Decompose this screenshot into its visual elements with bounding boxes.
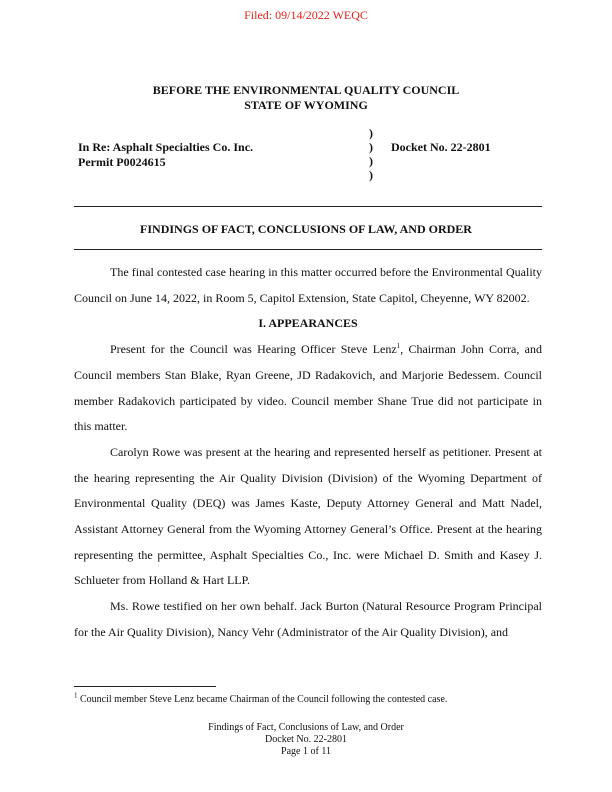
appearances-paragraph-1 <box>74 337 542 440</box>
document-title: FINDINGS OF FACT, CONCLUSIONS OF LAW, AND ORDER <box>140 222 472 236</box>
council-text-end: , Chairman John Corra, and Council members Stan Blake, Ryan Greene, JD Radakovich, and Marjorie Bedessem. Council member Radakovich participated by video. Council member Shane True did not participate in this matter. <box>74 342 542 434</box>
filed-stamp: Filed: 09/14/2022 WEQC <box>244 8 368 22</box>
document-body <box>74 260 542 646</box>
caption-parens <box>369 126 373 182</box>
footer-title: Findings of Fact, Conclusions of Law, and Order <box>208 722 404 733</box>
footnote-number: 1 <box>74 691 78 700</box>
caption-paren: ) <box>369 126 373 140</box>
intro-paragraph: The final contested case hearing in this matter occurred before the Environmental Quality Council on June 14, 2022, in Room 5, Capitol Extension, State Capitol, Cheyenne, WY 82002. <box>74 265 542 305</box>
case-caption <box>78 140 253 170</box>
footer-docket: Docket No. 22-2801 <box>265 734 347 745</box>
caption-paren: ) <box>369 154 373 168</box>
appearances-paragraph-2: Carolyn Rowe was present at the hearing and represented herself as petitioner. Present at the hearing representing the Air Quality Division (Division) of the Wyoming Department of Environmental Quality (DEQ) was James Kaste, Deputy Attorney General and Matt Nadel, Assistant Attorney General from the Wyoming Attorney General’s Office. Present at the hearing representing the permittee, Asphalt Specialties Co., Inc. were Michael D. Smith and Kasey J. Schlueter from Holland & Hart LLP. <box>74 444 542 588</box>
caption-paren: ) <box>369 140 373 154</box>
caption-line1: In Re: Asphalt Specialties Co. Inc. <box>78 140 254 154</box>
court-header-line2: STATE OF WYOMING <box>244 98 368 112</box>
footnote <box>74 691 448 705</box>
footnote-rule <box>74 686 216 687</box>
footnote-text: Council member Steve Lenz became Chairman of the Council following the contested case. <box>77 694 448 705</box>
caption-paren: ) <box>369 168 373 182</box>
section-heading-appearances: I. APPEARANCES <box>258 316 358 331</box>
footnote-ref[interactable]: 1 <box>396 342 401 351</box>
footer-page-number: Page 1 of 11 <box>281 746 331 757</box>
council-text-start: Present for the Council was Hearing Officer Steve Lenz <box>110 342 397 357</box>
court-header <box>0 83 612 113</box>
title-rule-bottom <box>74 249 542 250</box>
page-footer <box>0 722 612 758</box>
title-rule-top <box>74 206 542 207</box>
docket-number: Docket No. 22-2801 <box>391 140 491 154</box>
court-header-line1: BEFORE THE ENVIRONMENTAL QUALITY COUNCIL <box>152 83 460 97</box>
caption-line2: Permit P0024615 <box>78 155 166 169</box>
appearances-paragraph-3: Ms. Rowe testified on her own behalf. Jack Burton (Natural Resource Program Principal for the Air Quality Division), Nancy Vehr (Administrator of the Air Quality Division), and <box>74 599 542 639</box>
